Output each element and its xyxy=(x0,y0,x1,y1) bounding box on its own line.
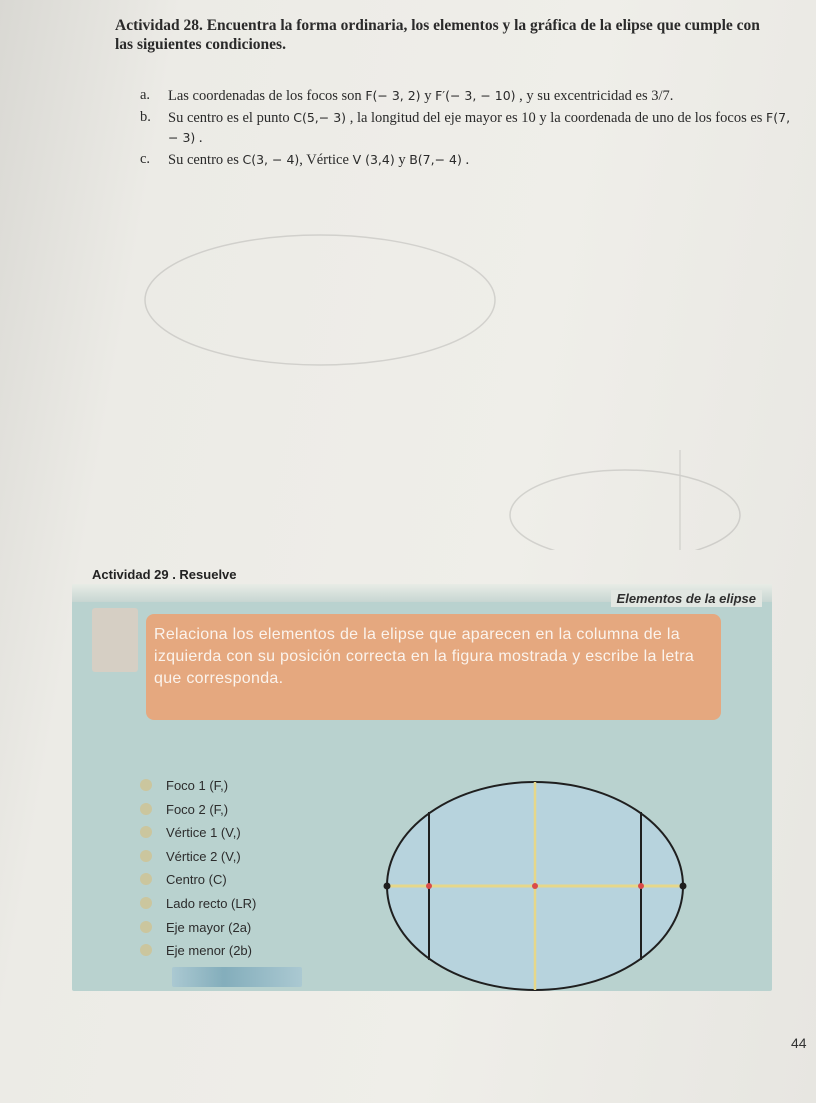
vertex-left-point xyxy=(384,883,391,890)
item-text: Las coordenadas de los focos son xyxy=(168,88,366,104)
activity-28-header xyxy=(115,16,765,54)
item-math: V (3,4) xyxy=(352,152,395,167)
bullet-icon xyxy=(140,873,152,885)
item-a xyxy=(140,86,800,106)
item-text: . xyxy=(461,152,470,168)
element-label: Eje menor (2b) xyxy=(166,943,252,959)
element-item-vertice-2 xyxy=(132,845,362,869)
answer-bar xyxy=(172,967,302,987)
element-label: Foco 2 (F,) xyxy=(166,801,229,817)
bullet-icon xyxy=(140,921,152,933)
item-text: y xyxy=(394,152,410,168)
focus-right-point xyxy=(638,883,644,889)
element-item-eje-menor xyxy=(132,939,362,963)
element-item-centro xyxy=(132,868,362,892)
item-text: , Vértice xyxy=(299,152,353,168)
item-math: F(7, − 3) xyxy=(168,110,791,145)
bullet-icon xyxy=(140,826,152,838)
focus-left-point xyxy=(426,883,432,889)
item-text: , y su excentricidad es 3/7. xyxy=(515,88,674,104)
bullet-icon xyxy=(140,897,152,909)
element-label: Vértice 1 (V,) xyxy=(166,825,241,841)
item-letter: c. xyxy=(140,151,151,167)
bullet-icon xyxy=(140,850,152,862)
item-math: F′(− 3, − 10) xyxy=(435,88,516,103)
bullet-icon xyxy=(140,803,152,815)
ellipse-figure xyxy=(380,774,690,994)
element-item-vertice-1 xyxy=(132,821,362,845)
page-number: 44 xyxy=(791,1035,807,1051)
item-text: y xyxy=(420,88,436,104)
item-text: Su centro es el punto xyxy=(168,110,294,126)
element-item-lado-recto xyxy=(132,892,362,916)
item-letter: a. xyxy=(140,87,151,103)
element-item-eje-mayor xyxy=(132,916,362,940)
element-item-foco-1 xyxy=(132,774,362,798)
item-letter: b. xyxy=(140,109,151,125)
element-label: Foco 1 (F,) xyxy=(166,778,229,793)
item-text: . xyxy=(195,130,203,146)
elements-list xyxy=(132,774,362,963)
item-b xyxy=(140,108,800,148)
instruction-box xyxy=(146,614,721,720)
element-label: Eje mayor (2a) xyxy=(166,919,252,935)
bleed-through-ghost xyxy=(60,230,780,550)
vertex-right-point xyxy=(680,883,687,890)
item-math: F(− 3, 2) xyxy=(365,88,421,103)
panel-left-tab xyxy=(92,608,138,672)
center-point xyxy=(532,883,538,889)
item-text: Su centro es xyxy=(168,152,243,168)
item-c xyxy=(140,150,800,170)
element-item-foco-2 xyxy=(132,798,362,822)
activity-28-items xyxy=(140,86,800,172)
bullet-icon xyxy=(140,779,152,791)
element-label: Lado recto (LR) xyxy=(166,895,257,911)
activity-28-title: Actividad 28. Encuentra la forma ordinaria, los elementos y la gráfica de la elipse que cumple con las siguientes condiciones. xyxy=(115,17,760,53)
instruction-text: Relaciona los elementos de la elipse que aparecen en la columna de la izquierda con su posición correcta en la figura mostrada y escribe la letra que corresponda. xyxy=(154,626,695,687)
item-math: C(5,− 3) xyxy=(293,110,347,125)
item-math: C(3, − 4) xyxy=(242,152,300,167)
item-text: , la longitud del eje mayor es 10 y la coordenada de uno de los focos es xyxy=(346,110,767,126)
element-label: Centro (C) xyxy=(166,872,227,888)
element-label: Vértice 2 (V,) xyxy=(166,848,241,864)
item-math: B(7,− 4) xyxy=(409,152,462,167)
bullet-icon xyxy=(140,944,152,956)
activity-29-label: Actividad 29 . Resuelve xyxy=(92,567,237,582)
panel-title: Elementos de la elipse xyxy=(611,590,762,607)
